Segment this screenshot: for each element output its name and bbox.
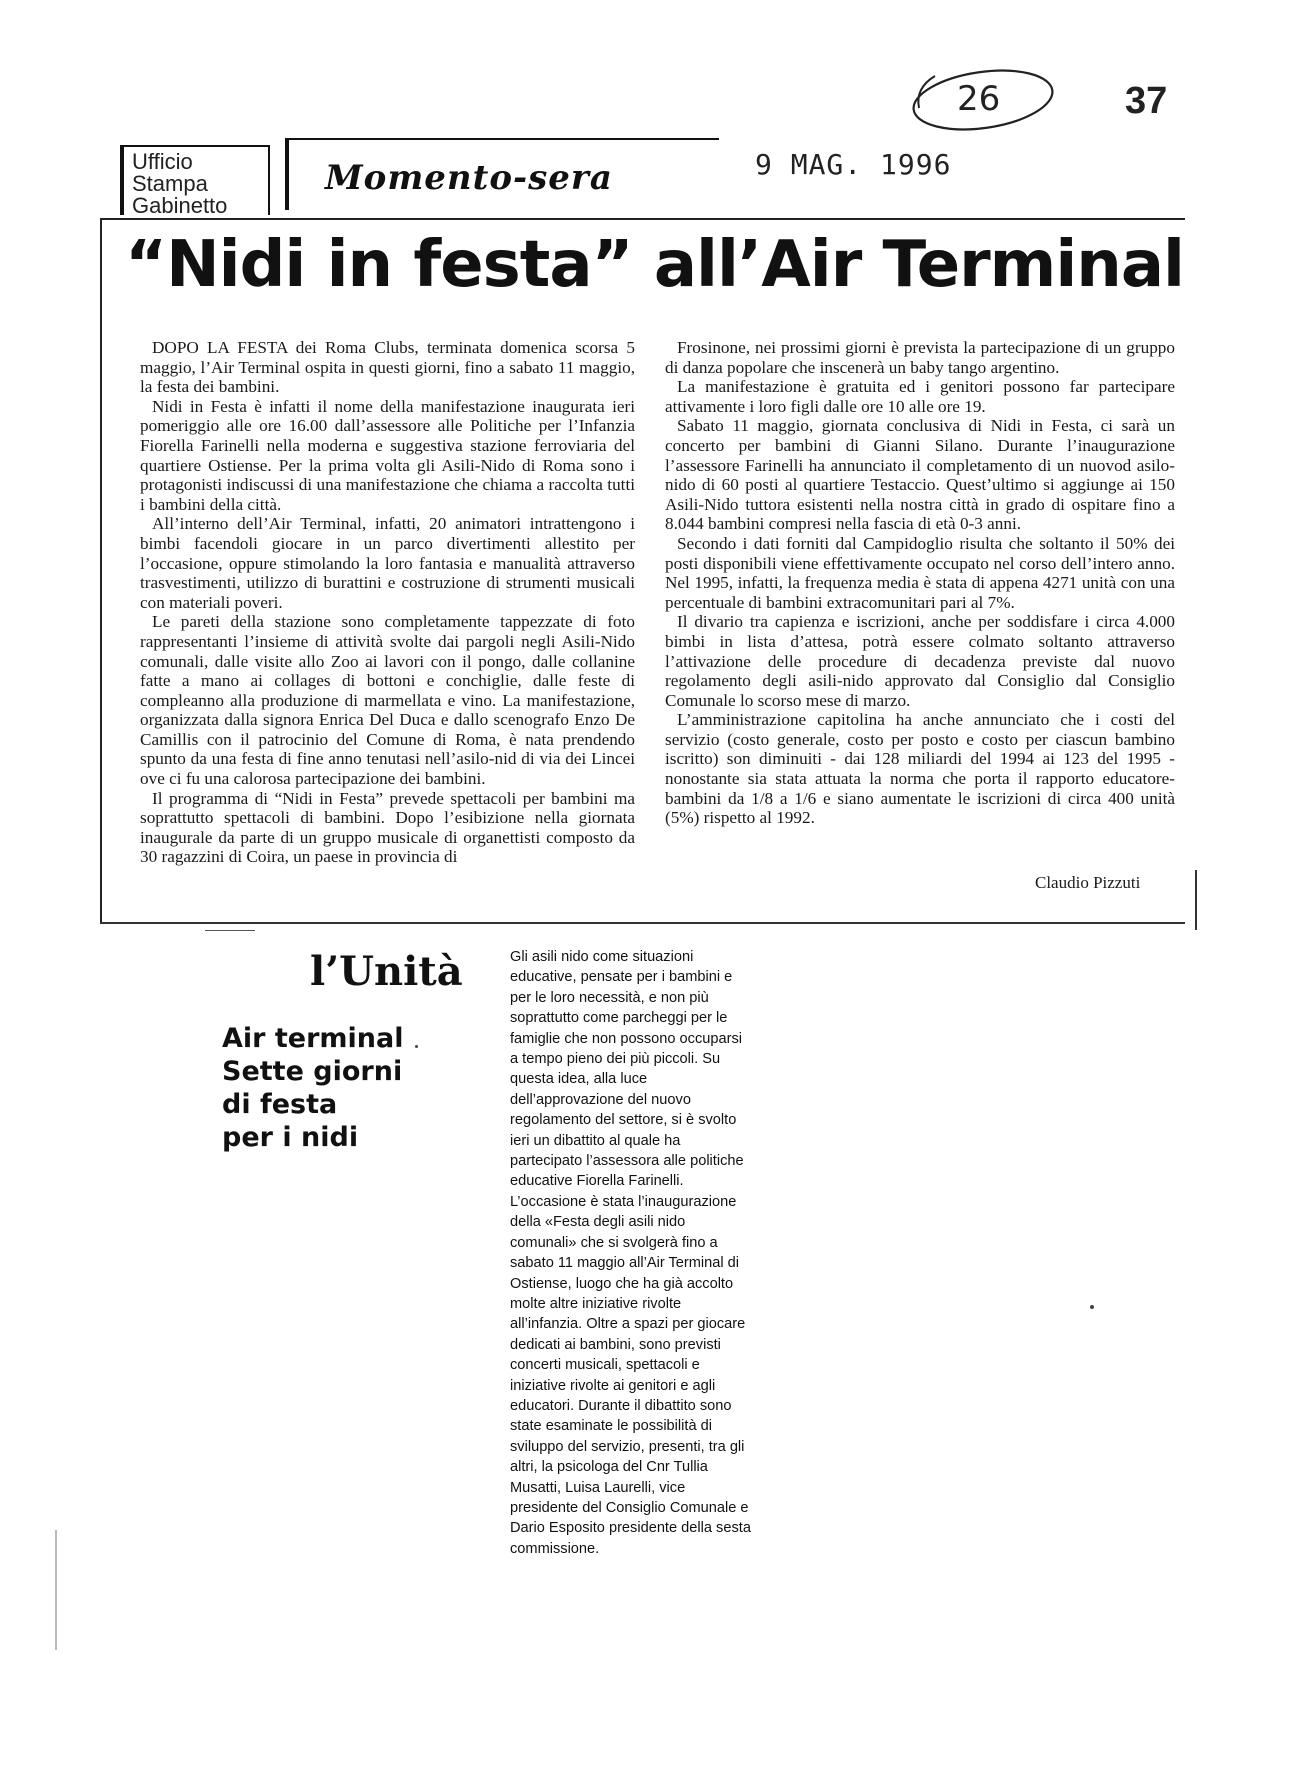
office-line: Stampa (132, 171, 208, 196)
unita-headline-line: di festa (222, 1089, 338, 1120)
unita-body-line: state esaminate le possibilità di (510, 1418, 712, 1435)
press-office-stamp (120, 145, 270, 215)
handwritten-circle-mark (895, 58, 1075, 138)
unita-body-line: a tempo pieno dei più piccoli. Su (510, 1051, 721, 1068)
scan-speck (1090, 1305, 1094, 1309)
unita-body-line: iniziative rivolte ai genitori e agli (510, 1377, 716, 1394)
unita-body-line: questa idea, alla luce (510, 1071, 648, 1088)
article-paragraph: Il divario tra capienza e iscrizioni, anche per soddisfare i circa 4.000 bimbi in lista d’attesa, potrà essere colmato soltanto attraverso l’attivazione delle procedure di decadenza previste dal nuovo regolamento degli asili-nido approvato dal Consiglio dal Consiglio Comunale lo scorso mese di marzo. (665, 612, 1175, 710)
unita-body-line: educative Fiorella Farinelli. (510, 1173, 684, 1190)
unita-body-line: Gli asili nido come situazioni (510, 949, 694, 965)
unita-article-body (510, 947, 790, 1559)
unita-body-line: presidente del Consiglio Comunale e (510, 1499, 749, 1516)
unita-masthead: l’Unità (310, 948, 463, 995)
article-paragraph: Secondo i dati forniti dal Campidoglio risulta che soltanto il 50% dei posti disponibili viene effettivamente occupato nel corso dell’intero anno. Nel 1995, infatti, la frequenza media è stata di appena 4271 unità con una percentuale di bambini extracomunitari pari al 7%. (665, 533, 1175, 612)
article-paragraph: DOPO LA FESTA dei Roma Clubs, terminata domenica scorsa 5 maggio, l’Air Terminal ospita in questi giorni, fino a sabato 11 maggio, la festa dei bambini. (140, 338, 635, 397)
article-frame-top (100, 218, 1185, 220)
date-stamp: 9 MAG. 1996 (755, 148, 952, 181)
unita-body-line: per le loro necessità, e non più (510, 989, 709, 1006)
unita-body-line: commissione. (510, 1540, 600, 1557)
article-paragraph: La manifestazione è gratuita ed i genitori possono far partecipare attivamente i loro figli dalle ore 10 alle ore 19. (665, 377, 1175, 416)
unita-body-line: partecipato l’assessora alle politiche (510, 1153, 744, 1170)
office-line: Ufficio (132, 149, 193, 174)
unita-body-line: soprattutto come parcheggi per le (510, 1010, 728, 1027)
unita-body-line: della «Festa degli asili nido (510, 1214, 686, 1231)
newspaper-masthead: Momento-sera (325, 158, 613, 198)
article-paragraph: Frosinone, nei prossimi giorni è prevista la partecipazione di un gruppo di danza popolare che inscenerà un baby tango argentino. (665, 338, 1175, 377)
article-paragraph: Le pareti della stazione sono completamente tappezzate di foto rappresentanti l’insieme di attività svolte dai pargoli negli Asili-Nido comunali, dalle visite allo Zoo ai lavori con il pongo, dalle collanine fatte a mano ai collages di bottoni e conchiglie, dalle feste di compleanno alla produzione di marmellata e vino. La manifestazione, organizzata dalla signora Enrica Del Duca e dallo scenografo Enzo De Camillis con il patrocinio del Comune di Roma, è nata prendendo spunto da una festa di fine anno tenutasi nell’asilo-nid di via dei Lincei ove ci fu una calorosa partecipazione dei bambini. (140, 612, 635, 789)
unita-headline (222, 1022, 404, 1154)
unita-body-line: sabato 11 maggio all’Air Terminal di (510, 1255, 740, 1272)
scan-edge-mark (55, 1530, 57, 1650)
divider (205, 930, 255, 931)
unita-body-line: molte altre iniziative rivolte (510, 1295, 682, 1312)
unita-body-line: sviluppo del servizio, presenti, tra gli (510, 1438, 745, 1455)
article-paragraph: Il programma di “Nidi in Festa” prevede spettacoli per bambini ma soprattutto spettacoli di bambini. Dopo l’esibizione nella giornata inaugurale da parte di un gruppo musicale di organettisti composto da 30 ragazzini di Coira, un paese in provincia di (140, 788, 635, 867)
unita-body-line: Ostiense, luogo che ha già accolto (510, 1275, 734, 1292)
unita-body-line: L’occasione è stata l’inaugurazione (510, 1193, 737, 1210)
unita-body-line: educative, pensate per i bambini e (510, 969, 733, 986)
handwritten-number: 26 (957, 79, 1001, 119)
unita-headline-line: Sette giorni (222, 1056, 403, 1087)
article-paragraph: Sabato 11 maggio, giornata conclusiva di Nidi in Festa, ci sarà un concerto per bambini di Gianni Silano. Durante l’inaugurazione l’assessore Farinelli ha annunciato il completamento di un nuovod asilo-nido di 60 posti al quartiere Testaccio. Quest’ultimo si aggiunge ai 150 Asili-Nido tuttora esistenti nella nostra città in grado di ospitare fino a 8.044 bambini compresi nella fascia di età 0-3 anni. (665, 416, 1175, 534)
article-column-right (665, 338, 1175, 828)
unita-headline-line: per i nidi (222, 1122, 359, 1153)
unita-body-line: Dario Esposito presidente della sesta (510, 1520, 751, 1537)
article-byline: Claudio Pizzuti (1035, 873, 1141, 892)
article-frame-right (1195, 870, 1197, 930)
office-line: Gabinetto (132, 193, 228, 215)
unita-body-line: ieri un dibattito al quale ha (510, 1132, 681, 1149)
unita-body-line: dedicati ai bambini, sono previsti (510, 1336, 721, 1353)
unita-body-line: regolamento del settore, si è svolto (510, 1112, 737, 1129)
unita-body-line: altri, la psicologa del Cnr Tullia (510, 1459, 708, 1476)
unita-headline-line: Air terminal (222, 1023, 404, 1054)
article-headline: “Nidi in festa” all’Air Terminal (125, 228, 1184, 302)
handwritten-page-mark: 37 (1125, 80, 1168, 122)
unita-body-line: comunali» che si svolgerà fino a (510, 1234, 718, 1251)
article-frame-bottom (100, 922, 1185, 924)
unita-body-line: all’infanzia. Oltre a spazi per giocare (510, 1316, 746, 1333)
article-column-left (140, 338, 635, 867)
circle-annotation-icon (895, 58, 1075, 138)
scan-speck (415, 1045, 418, 1048)
unita-body-line: dell’approvazione del nuovo (510, 1091, 691, 1108)
unita-body-line: famiglie che non possono occuparsi (510, 1030, 743, 1047)
unita-body-line: concerti musicali, spettacoli e (510, 1357, 700, 1374)
article-frame-left (100, 218, 102, 923)
unita-body-line: Musatti, Luisa Laurelli, vice (510, 1479, 686, 1496)
unita-body-line: educatori. Durante il dibattito sono (510, 1397, 732, 1414)
article-paragraph: Nidi in Festa è infatti il nome della manifestazione inaugurata ieri pomeriggio alle ore 16.00 dall’assessore alle Politiche per l’Infanzia Fiorella Farinelli nella moderna e suggestiva stazione ferroviaria del quartiere Ostiense. Per la prima volta gli Asili-Nido di Roma sono i protagonisti indiscussi di una manifestazione che chiama a raccolta tutti i bambini della città. (140, 396, 635, 514)
article-paragraph: All’interno dell’Air Terminal, infatti, 20 animatori intrattengono i bimbi facendoli giocare in un parco divertimenti allestito per l’occasione, oppure stimolando la loro fantasia e manualità attraverso trasvestimenti, utilizzo di burattini e costruzione di strumenti musicali con materiali poveri. (140, 514, 635, 612)
article-paragraph: L’amministrazione capitolina ha anche annunciato che i costi del servizio (costo generale, costo per posto e costo per ciascun bambino iscritto) son diminuiti - dai 128 miliardi del 1994 ai 123 del 1995 - nonostante sia stata attuata la norma che porta il rapporto educatore-bambini da 1/8 a 1/6 e siano aumentate le iscrizioni di circa 400 unità (5%) rispetto al 1992. (665, 710, 1175, 828)
